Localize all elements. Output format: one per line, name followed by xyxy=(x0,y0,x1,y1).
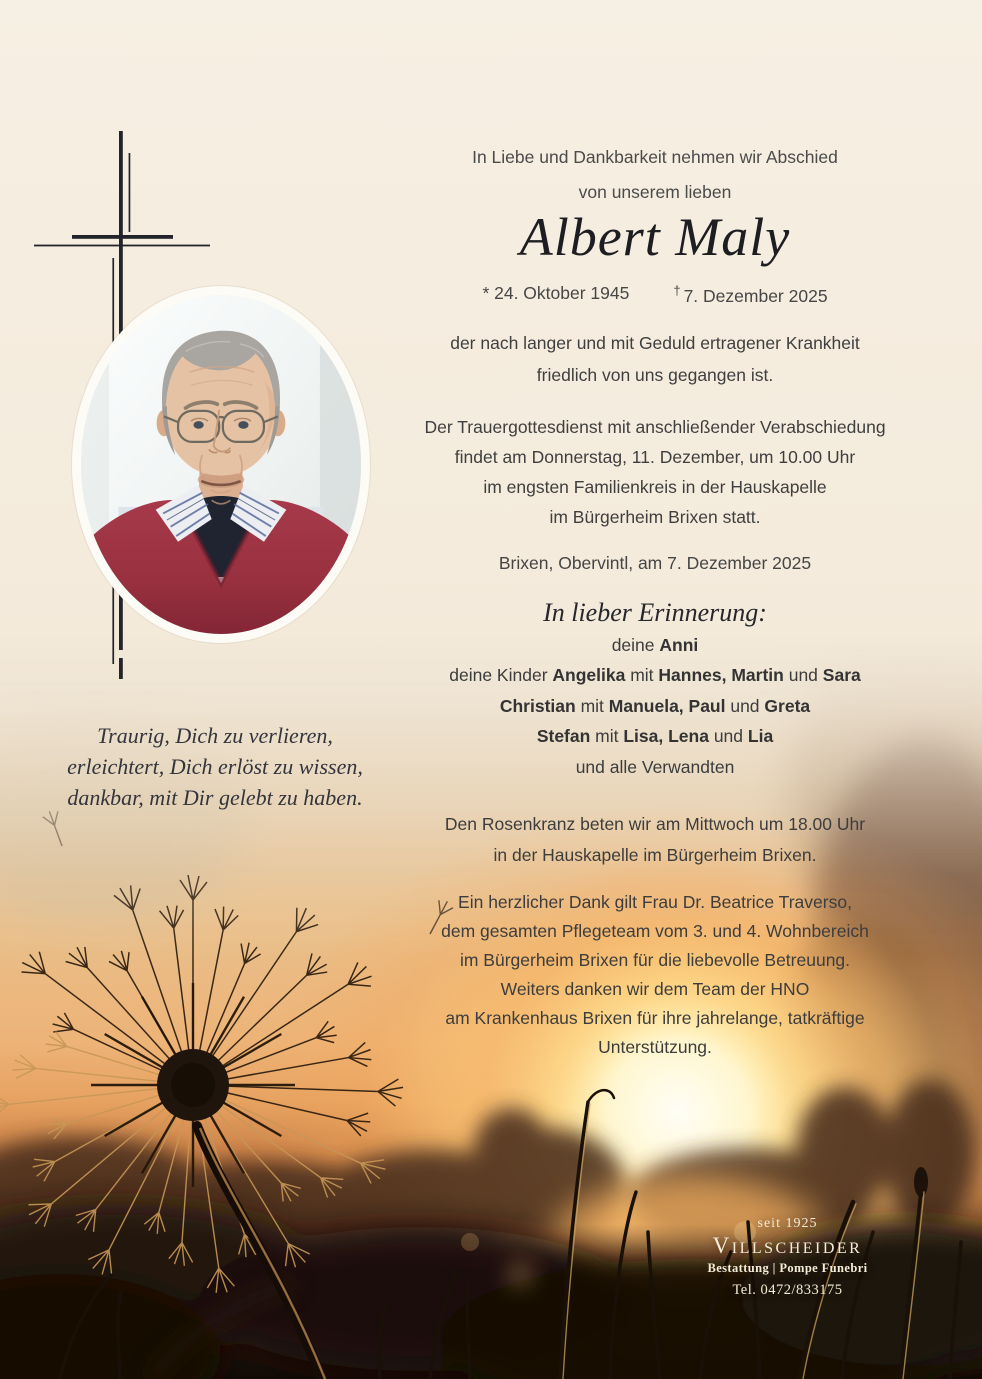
passing-paragraph: der nach langer und mit Geduld ertragener Krankheit friedlich von uns gegangen ist. xyxy=(450,333,860,385)
family-list xyxy=(375,630,935,782)
logo-name: Villscheider xyxy=(712,1233,863,1258)
family-line: Christian mit Manuela, Paul und Greta xyxy=(499,695,811,716)
portrait-photo xyxy=(72,286,370,643)
deceased-name: Albert Maly xyxy=(519,207,791,267)
dagger-symbol: † xyxy=(673,283,681,298)
family-line: Stefan mit Lisa, Lena und Lia xyxy=(536,726,774,747)
place-and-date: Brixen, Obervintl, am 7. Dezember 2025 xyxy=(498,553,812,573)
intro-text xyxy=(375,140,935,210)
family-line: deine Anni xyxy=(611,635,699,655)
service-paragraph: Der Trauergottesdienst mit anschließender Verabschiedung findet am Donnerstag, 11. Dezember, um 10.00 Uhr im engsten Familienkreis in der Hauskapelle im Bürgerheim Brixen statt. xyxy=(424,417,886,527)
intro-line-2: von unserem lieben xyxy=(578,182,732,202)
death-date: † 7. Dezember 2025 xyxy=(673,283,828,306)
logo-since: seit 1925 xyxy=(757,1216,818,1231)
thanks-paragraph: Ein herzlicher Dank gilt Frau Dr. Beatrice Traverso, dem gesamten Pflegeteam vom 3. und 4. Wohnbereich im Bürgerheim Brixen für die liebevolle Betreuung. Weiters danken wir dem Team der HNO am Krankenhaus Brixen für ihre jahrelange, tatkräftige Unterstützung. xyxy=(441,892,869,1057)
life-dates xyxy=(375,283,935,307)
mourning-quote: Traurig, Dich zu verlieren, erleichtert, Dich erlöst zu wissen, dankbar, mit Dir gelebt zu haben. xyxy=(67,723,363,810)
memory-heading: In lieber Erinnerung: xyxy=(543,598,767,627)
funeral-home-logo xyxy=(680,1216,895,1299)
logo-subtitle: Bestattung | Pompe Funebri xyxy=(707,1261,868,1275)
logo-phone: Tel. 0472/833175 xyxy=(732,1282,843,1298)
family-line: deine Kinder Angelika mit Hannes, Martin und Sara xyxy=(449,665,861,686)
intro-line-1: In Liebe und Dankbarkeit nehmen wir Abschied xyxy=(472,147,838,167)
family-line: und alle Verwandten xyxy=(575,756,735,777)
rosary-paragraph: Den Rosenkranz beten wir am Mittwoch um 18.00 Uhr in der Hauskapelle im Bürgerheim Brixen. xyxy=(444,814,866,865)
birth-date: * 24. Oktober 1945 xyxy=(482,283,630,303)
